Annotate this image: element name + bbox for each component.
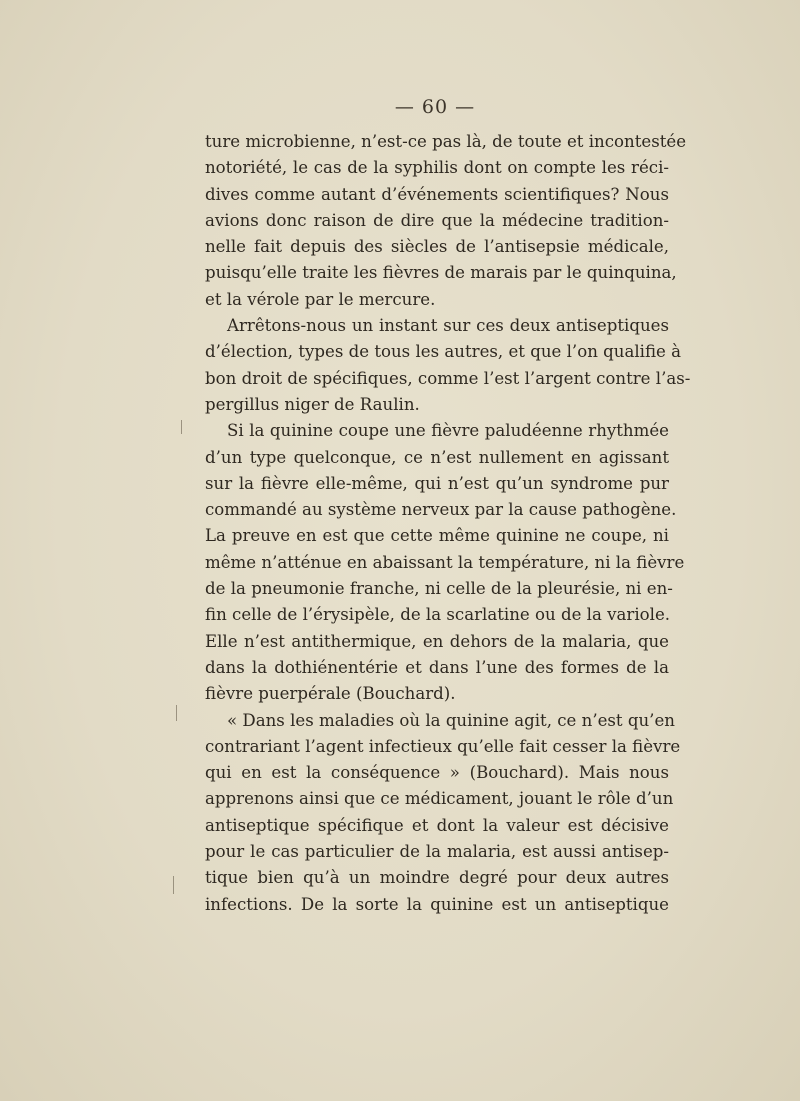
text-line: pour le cas particulier de la malaria, est aussi antisep- [205,842,669,862]
paragraph-start-line: « Dans les maladies où la quinine agit, ce n’est qu’en [227,710,675,730]
paragraph-start-line: Arrêtons-nous un instant sur ces deux antiseptiques [227,316,669,336]
text-line: apprenons ainsi que ce médicament, jouant le rôle d’un [205,789,674,809]
margin-pencil-mark [176,705,177,721]
paragraph-start-line: Si la quinine coupe une fièvre paludéenne rhythmée [227,421,669,441]
text-line: dans la dothiénentérie et dans l’une des formes de la [205,657,669,677]
page-number: — 60 — [394,96,476,118]
margin-pencil-mark [181,420,182,434]
text-line: et la vérole par le mercure. [205,289,436,309]
text-line: Elle n’est antithermique, en dehors de la malaria, que [205,631,669,651]
margin-pencil-mark [173,876,174,894]
text-line: sur la fièvre elle-même, qui n’est qu’un syndrome pur [205,473,669,493]
text-line: contrariant l’agent infectieux qu’elle fait cesser la fièvre [205,736,681,756]
text-line: commandé au système nerveux par la cause pathogène. [205,500,677,520]
text-line: La preuve en est que cette même quinine ne coupe, ni [205,526,669,546]
text-line: fin celle de l’érysipèle, de la scarlatine ou de la variole. [205,605,671,625]
text-line: même n’atténue en abaissant la température, ni la fièvre [205,552,685,572]
text-line: nelle fait depuis des siècles de l’antisepsie médicale, [205,237,669,257]
body-text [205,129,691,918]
text-line: puisqu’elle traite les fièvres de marais par le quinquina, [205,263,677,283]
text-line: notoriété, le cas de la syphilis dont on compte les réci- [205,158,669,178]
text-line: ture microbienne, n’est-ce pas là, de toute et incontestée [205,132,687,151]
text-line: dives comme autant d’événements scientifiques? Nous [205,184,669,204]
text-line: avions donc raison de dire que la médecine tradition- [205,210,669,230]
text-line: fièvre puerpérale (Bouchard). [205,684,456,704]
text-line: d’un type quelconque, ce n’est nullement en agissant [205,447,669,467]
text-line: d’élection, types de tous les autres, et que l’on qualifie à [205,342,682,362]
text-line: bon droit de spécifiques, comme l’est l’argent contre l’as- [205,368,691,388]
text-line: infections. De la sorte la quinine est un antiseptique [205,894,669,914]
text-line: de la pneumonie franche, ni celle de la pleurésie, ni en- [205,579,673,599]
text-line: tique bien qu’à un moindre degré pour deux autres [205,868,669,888]
text-line: antiseptique spécifique et dont la valeur est décisive [205,815,669,835]
text-line: pergillus niger de Raulin. [205,394,420,414]
text-line: qui en est la conséquence » (Bouchard). Mais nous [205,763,669,783]
